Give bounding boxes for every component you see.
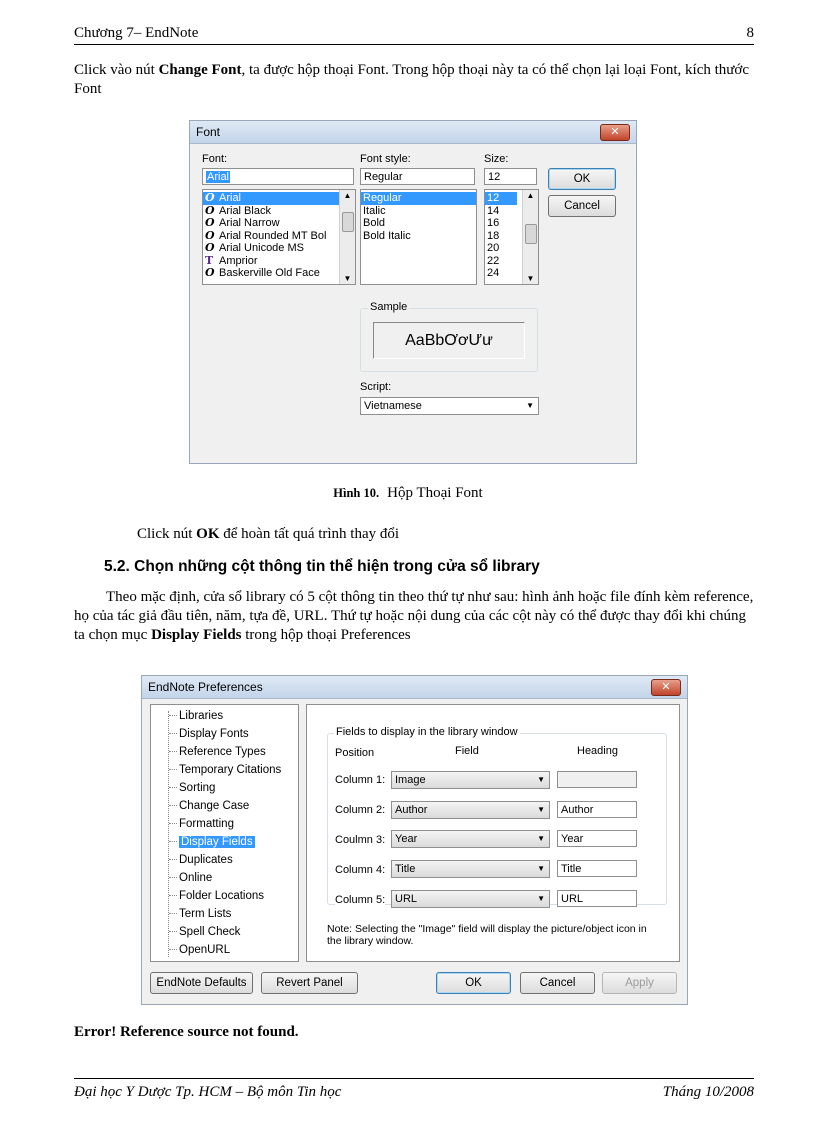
font-style-label: Font style: [360, 153, 411, 165]
scroll-down-icon[interactable]: ▼ [343, 274, 352, 283]
position-header: Position [335, 747, 375, 759]
list-item[interactable]: 14 [487, 204, 500, 217]
font-input[interactable]: Arial [202, 168, 354, 185]
ok-paragraph: Click nút OK để hoàn tất quá trình thay đổi [137, 526, 400, 542]
list-item[interactable]: O Arial Rounded MT Bol [205, 228, 327, 242]
tree-item-term-lists[interactable]: Term Lists [169, 908, 231, 920]
script-label: Script: [360, 381, 392, 393]
size-input[interactable]: 12 [484, 168, 537, 185]
page-number: 8 [746, 25, 754, 41]
apply-button[interactable]: Apply [602, 972, 677, 994]
tree-item-display-fields[interactable]: Display Fields [169, 836, 255, 848]
size-list[interactable] [484, 189, 539, 285]
field-header: Field [455, 745, 479, 757]
size-label: Size: [484, 153, 509, 165]
column-2-heading-input[interactable]: Author [557, 801, 637, 818]
list-item[interactable]: 22 [487, 254, 500, 267]
fields-group-title: Fields to display in the library window [336, 726, 518, 738]
font-dialog [189, 120, 637, 464]
error-reference-text: Error! Reference source not found. [74, 1024, 299, 1040]
list-item[interactable]: O Arial Black [205, 203, 271, 217]
column-3-heading-input[interactable]: Year [557, 830, 637, 847]
chevron-down-icon: ▼ [526, 401, 534, 410]
figure-caption: Hình 10. Hộp Thoại Font [333, 485, 483, 501]
list-item[interactable]: 18 [487, 229, 500, 242]
tree-item-formatting[interactable]: Formatting [169, 818, 234, 830]
column-5-field-select[interactable]: URL ▼ [391, 890, 550, 908]
list-item[interactable]: 16 [487, 217, 500, 229]
font-label: Font: [202, 153, 228, 165]
footer-date: Tháng 10/2008 [662, 1084, 754, 1100]
column-1-field-select[interactable]: Image ▼ [391, 771, 550, 789]
script-select[interactable]: Vietnamese ▼ [360, 397, 539, 415]
column-3-label: Coulmn 3: [335, 834, 386, 846]
tree-item-libraries[interactable]: Libraries [169, 710, 223, 722]
tree-item-openurl[interactable]: OpenURL [169, 944, 230, 956]
list-item[interactable]: 24 [487, 267, 500, 279]
column-4-heading-input[interactable]: Title [557, 860, 637, 877]
cancel-button[interactable]: Cancel [548, 195, 616, 217]
list-item[interactable]: O Arial Narrow [205, 216, 280, 229]
display-fields-panel [306, 704, 680, 962]
page-footer [74, 1078, 754, 1100]
chevron-down-icon: ▼ [537, 775, 545, 784]
sample-label: Sample [370, 301, 408, 313]
ok-button[interactable]: OK [548, 168, 616, 190]
column-4-field-select[interactable]: Title ▼ [391, 860, 550, 878]
sample-preview: AaBbƠơƯư [373, 322, 525, 359]
tree-item-sorting[interactable]: Sorting [169, 782, 215, 794]
cancel-button[interactable]: Cancel [520, 972, 595, 994]
tree-item-temporary-citations[interactable]: Temporary Citations [169, 764, 281, 776]
tree-item-online[interactable]: Online [169, 872, 212, 884]
tree-item-change-case[interactable]: Change Case [169, 800, 249, 812]
tree-item-spell-check[interactable]: Spell Check [169, 926, 240, 938]
endnote-defaults-button[interactable]: EndNote Defaults [150, 972, 253, 994]
revert-panel-button[interactable]: Revert Panel [261, 972, 358, 994]
footer-institution: Đại học Y Dược Tp. HCM – Bộ môn Tin học [74, 1084, 342, 1100]
ok-button[interactable]: OK [436, 972, 511, 994]
list-item[interactable]: 12 [485, 192, 517, 205]
list-item[interactable]: Italic [363, 204, 386, 217]
note-text: Note: Selecting the "Image" field will display the picture/object icon in the library window. [327, 923, 647, 947]
font-dialog-titlebar [190, 121, 636, 144]
column-4-label: Column 4: [335, 864, 386, 876]
column-5-heading-input[interactable]: URL [557, 890, 637, 907]
preferences-tree [150, 704, 299, 962]
list-item[interactable]: T Amprior [205, 253, 258, 267]
font-style-input[interactable]: Regular [360, 168, 475, 185]
heading-header: Heading [577, 745, 618, 757]
tree-item-duplicates[interactable]: Duplicates [169, 854, 233, 866]
scroll-thumb[interactable] [342, 212, 354, 232]
font-dialog-title: Font [196, 125, 221, 139]
column-5-label: Column 5: [335, 894, 386, 906]
chevron-down-icon: ▼ [537, 834, 545, 843]
font-list-scrollbar[interactable] [339, 190, 355, 284]
page-header [74, 24, 754, 45]
scroll-thumb[interactable] [525, 224, 537, 244]
preferences-title: EndNote Preferences [148, 680, 263, 694]
list-item[interactable]: 20 [487, 242, 500, 254]
font-list[interactable] [202, 189, 356, 285]
column-1-label: Column 1: [335, 774, 386, 786]
preferences-titlebar [142, 676, 687, 699]
list-item[interactable]: O Arial Unicode MS [205, 241, 304, 254]
column-3-field-select[interactable]: Year ▼ [391, 830, 550, 848]
list-item[interactable]: Regular [361, 192, 476, 205]
font-style-list[interactable] [360, 189, 477, 285]
list-item[interactable]: Bold [363, 217, 386, 229]
close-icon[interactable]: ✕ [600, 124, 630, 141]
column-2-field-select[interactable]: Author ▼ [391, 801, 550, 819]
list-item[interactable]: Bold Italic [363, 229, 411, 242]
tree-item-reference-types[interactable]: Reference Types [169, 746, 266, 758]
chevron-down-icon: ▼ [537, 805, 545, 814]
chevron-down-icon: ▼ [537, 864, 545, 873]
preferences-dialog [141, 675, 688, 1005]
section-heading: 5.2. Chọn những cột thông tin thể hiện trong cửa sổ library [104, 558, 540, 575]
list-item[interactable]: O Baskerville Old Face [205, 266, 320, 279]
close-icon[interactable]: ✕ [651, 679, 681, 696]
tree-item-display-fonts[interactable]: Display Fonts [169, 728, 249, 740]
list-item[interactable]: O Arial [203, 192, 355, 205]
chapter-title: Chương 7– EndNote [74, 25, 199, 41]
intro-paragraph: Click vào nút Change Font, ta được hộp thoại Font. Trong hộp thoại này ta có thể chọn lại loại Font, kích thước Font [74, 62, 749, 97]
chevron-down-icon: ▼ [537, 894, 545, 903]
fields-group [327, 733, 667, 905]
size-list-scrollbar[interactable] [522, 190, 538, 284]
scroll-up-icon[interactable]: ▲ [343, 191, 352, 200]
scroll-up-icon[interactable]: ▲ [526, 191, 535, 200]
column-2-label: Column 2: [335, 804, 386, 816]
tree-item-folder-locations[interactable]: Folder Locations [169, 890, 264, 902]
body-paragraph: Theo mặc định, cửa sổ library có 5 cột thông tin theo thứ tự như sau: hình ảnh hoặc file đính kèm reference, họ của tác giả đầu tiên, năm, tựa đề, URL. Thứ tự hoặc nội dung của các cột này có thể được thay đổi khi chúng ta chọn mục Display Fields trong hộp thoại Preferences [74, 589, 754, 643]
scroll-down-icon[interactable]: ▼ [526, 274, 535, 283]
column-1-heading-input[interactable] [557, 771, 637, 788]
